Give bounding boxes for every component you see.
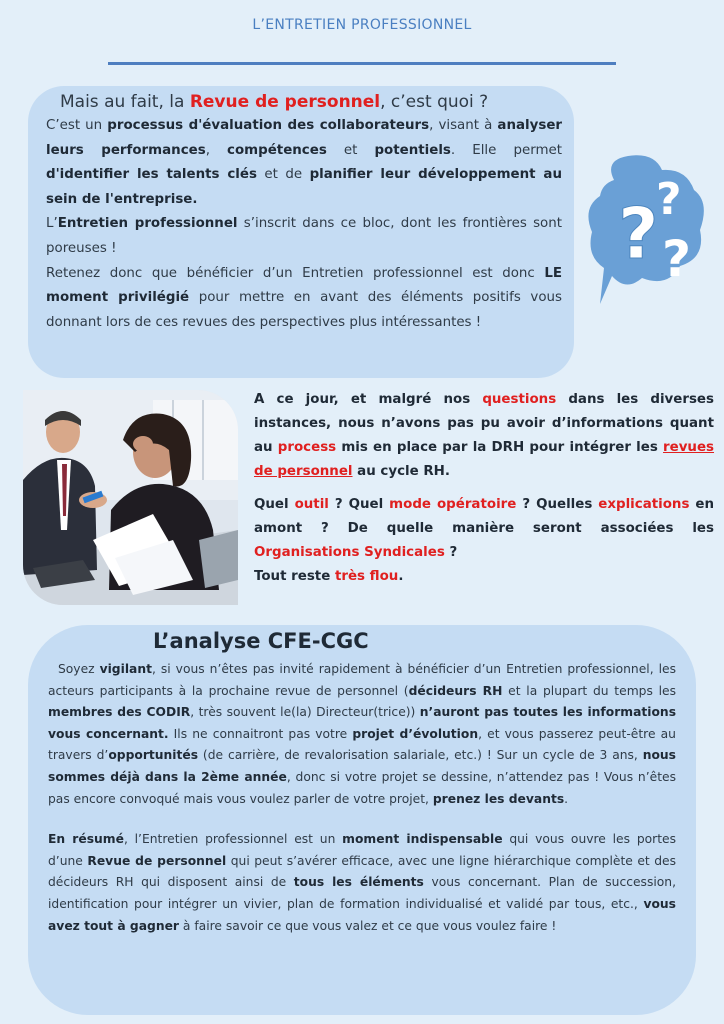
analysis-paragraph-1: Soyez vigilant, si vous n’êtes pas invité rapidement à bénéficier d’un Entretien professionnel, les acteurs participants à la prochaine revue de personnel (décideurs RH et la plupart du temps les membres des CODIR, très souvent le(la) Directeur(trice)) n’auront pas toutes les informations vous concernant. Ils ne connaitront pas votre projet d’évolution, et vous passerez peut-être au travers d’opportunités (de carrière, de revalorisation salariale, etc.) ! Sur un cycle de 3 ans, nous sommes déjà dans la 2ème année, donc si votre projet se dessine, n’attendez pas ! Vous n’êtes pas encore convoqué mais vous voulez parler de votre projet, prenez les devants. [48, 662, 677, 806]
analysis-title: L’analyse CFE-CGC [153, 629, 369, 653]
context-paragraph-2: Quel outil ? Quel mode opératoire ? Quelles explications en amont ? De quelle manière seront associées les Organisations Syndicales ? Tout reste très flou. [254, 497, 715, 584]
meeting-photo [23, 390, 238, 605]
svg-text:?: ? [662, 230, 692, 288]
intro-title: Mais au fait, la Revue de personnel, c’est quoi ? [60, 92, 489, 112]
intro-panel [28, 86, 574, 378]
intro-paragraph-1: C’est un processus d'évaluation des collaborateurs, visant à analyser leurs performances, compétences et potentiels. Elle permet d'identifier les talents clés et de planifier leur développement au sein de l'entreprise. [46, 118, 563, 207]
svg-text:?: ? [618, 193, 659, 275]
header-divider [108, 62, 616, 65]
analysis-paragraph-2: En résumé, l’Entretien professionnel est un moment indispensable qui vous ouvre les portes d’une Revue de personnel qui peut s’avérer efficace, avec une ligne hiérarchique complète et des décideurs RH qui disposent ainsi de tous les éléments vous concernant. Plan de succession, identification pour intégrer un vivier, plan de formation individualisé et validé par tous, etc., vous avez tout à gagner à faire savoir ce que vous valez et ce que vous voulez faire ! [48, 832, 677, 933]
question-bubble-icon [584, 150, 710, 310]
analysis-panel [28, 625, 696, 1015]
context-paragraph-1: A ce jour, et malgré nos questions dans les diverses instances, nous n’avons pas pu avoir d’informations quant au process mis en place par la DRH pour intégrer les revues de personnel au cycle RH. [254, 392, 715, 479]
context-section [254, 388, 714, 598]
page-title: L’ENTRETIEN PROFESSIONNEL [252, 17, 472, 33]
intro-paragraph-3: Retenez donc que bénéficier d’un Entretien professionnel est donc LE moment privilégié pour mettre en avant des éléments positifs vous donnant lors de ces revues des perspectives plus intéressantes ! [46, 265, 563, 330]
intro-paragraph-2: L’Entretien professionnel s’inscrit dans ce bloc, dont les frontières sont poreuses ! [46, 216, 562, 256]
svg-text:?: ? [656, 174, 682, 225]
